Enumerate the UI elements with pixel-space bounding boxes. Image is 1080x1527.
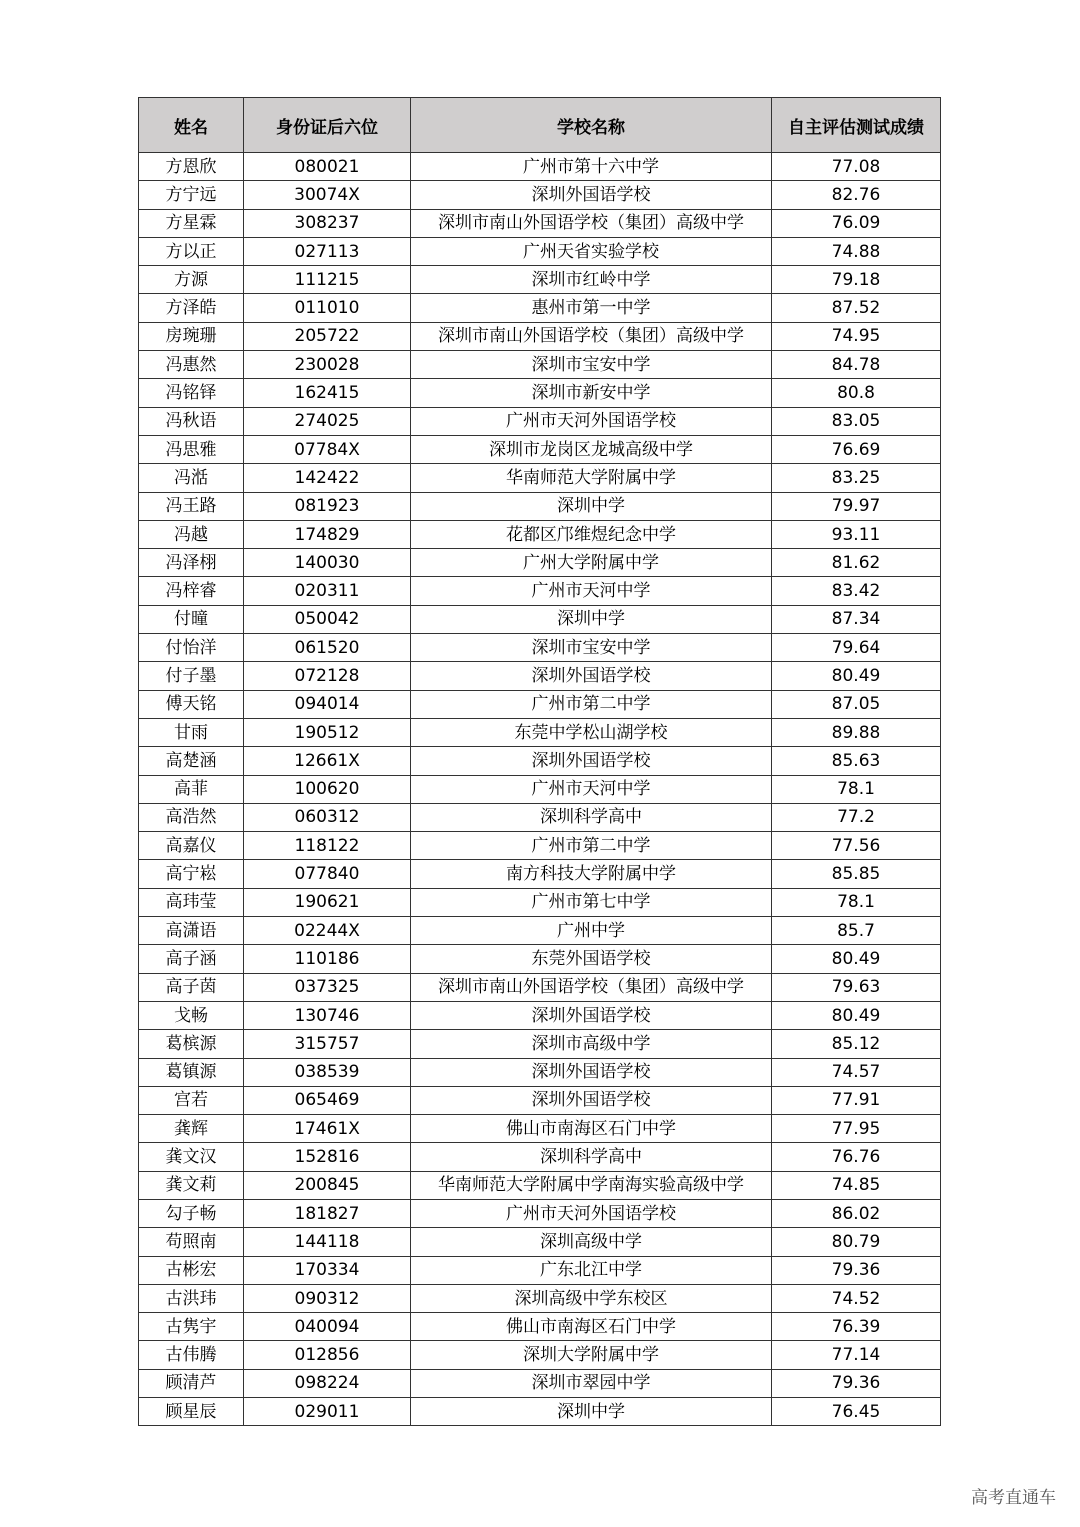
school-name: 深圳市南山外国语学校（集团）高级中学 (411, 322, 772, 350)
table-row (139, 464, 941, 492)
student-name: 戈畅 (139, 1001, 244, 1029)
table-row (139, 1171, 941, 1199)
id-last-six: 190512 (244, 718, 411, 746)
student-name: 方宁远 (139, 181, 244, 209)
table-row (139, 718, 941, 746)
table-row (139, 266, 941, 294)
school-name: 深圳外国语学校 (411, 1086, 772, 1114)
school-name: 深圳中学 (411, 1398, 772, 1426)
table-row (139, 945, 941, 973)
test-score: 79.63 (772, 973, 941, 1001)
test-score: 83.42 (772, 577, 941, 605)
id-last-six: 020311 (244, 577, 411, 605)
id-last-six: 027113 (244, 237, 411, 265)
test-score: 84.78 (772, 351, 941, 379)
school-name: 广州市天河外国语学校 (411, 407, 772, 435)
school-name: 广东北江中学 (411, 1256, 772, 1284)
test-score: 74.95 (772, 322, 941, 350)
school-name: 深圳中学 (411, 605, 772, 633)
table-row (139, 322, 941, 350)
student-name: 冯铭铎 (139, 379, 244, 407)
student-name: 高楚涵 (139, 747, 244, 775)
table-row (139, 1398, 941, 1426)
school-name: 深圳市新安中学 (411, 379, 772, 407)
table-row (139, 1199, 941, 1227)
student-name: 龚文汉 (139, 1143, 244, 1171)
student-name: 方源 (139, 266, 244, 294)
test-score: 77.08 (772, 153, 941, 181)
test-score: 78.1 (772, 888, 941, 916)
student-name: 苟照南 (139, 1228, 244, 1256)
test-score: 77.56 (772, 832, 941, 860)
student-name: 高浩然 (139, 803, 244, 831)
test-score: 80.8 (772, 379, 941, 407)
student-name: 勾子畅 (139, 1199, 244, 1227)
id-last-six: 130746 (244, 1001, 411, 1029)
test-score: 82.76 (772, 181, 941, 209)
table-row (139, 181, 941, 209)
school-name: 深圳市宝安中学 (411, 351, 772, 379)
student-name: 葛槟源 (139, 1030, 244, 1058)
school-name: 广州市第七中学 (411, 888, 772, 916)
test-score: 77.2 (772, 803, 941, 831)
table-row (139, 634, 941, 662)
school-name: 深圳外国语学校 (411, 1001, 772, 1029)
id-last-six: 029011 (244, 1398, 411, 1426)
school-name: 广州中学 (411, 917, 772, 945)
id-last-six: 100620 (244, 775, 411, 803)
test-score: 87.34 (772, 605, 941, 633)
school-name: 华南师范大学附属中学南海实验高级中学 (411, 1171, 772, 1199)
id-last-six: 308237 (244, 209, 411, 237)
id-last-six: 30074X (244, 181, 411, 209)
table-row (139, 662, 941, 690)
school-name: 深圳高级中学东校区 (411, 1284, 772, 1312)
test-score: 76.69 (772, 435, 941, 463)
table-row (139, 1001, 941, 1029)
id-last-six: 12661X (244, 747, 411, 775)
student-name: 冯湉 (139, 464, 244, 492)
table-row (139, 1313, 941, 1341)
student-name: 古伟腾 (139, 1341, 244, 1369)
id-last-six: 061520 (244, 634, 411, 662)
id-last-six: 118122 (244, 832, 411, 860)
header-id-last-six: 身份证后六位 (244, 98, 411, 153)
student-name: 甘雨 (139, 718, 244, 746)
id-last-six: 17461X (244, 1115, 411, 1143)
table-row (139, 888, 941, 916)
student-name: 古彬宏 (139, 1256, 244, 1284)
table-row (139, 492, 941, 520)
id-last-six: 080021 (244, 153, 411, 181)
student-name: 方泽皓 (139, 294, 244, 322)
table-row (139, 1256, 941, 1284)
table-row (139, 351, 941, 379)
table-row (139, 1030, 941, 1058)
school-name: 广州市天河中学 (411, 775, 772, 803)
header-row (139, 98, 941, 153)
school-name: 东莞外国语学校 (411, 945, 772, 973)
school-name: 深圳科学高中 (411, 1143, 772, 1171)
id-last-six: 142422 (244, 464, 411, 492)
student-name: 房琬珊 (139, 322, 244, 350)
test-score: 85.7 (772, 917, 941, 945)
school-name: 深圳市高级中学 (411, 1030, 772, 1058)
student-name: 顾清芦 (139, 1369, 244, 1397)
student-name: 高宁崧 (139, 860, 244, 888)
table-row (139, 1086, 941, 1114)
school-name: 广州天省实验学校 (411, 237, 772, 265)
student-name: 冯越 (139, 520, 244, 548)
school-name: 广州市天河外国语学校 (411, 1199, 772, 1227)
id-last-six: 090312 (244, 1284, 411, 1312)
school-name: 东莞中学松山湖学校 (411, 718, 772, 746)
test-score: 74.88 (772, 237, 941, 265)
school-name: 华南师范大学附属中学 (411, 464, 772, 492)
table-row (139, 747, 941, 775)
student-name: 冯秋语 (139, 407, 244, 435)
test-score: 87.05 (772, 690, 941, 718)
student-name: 龚文莉 (139, 1171, 244, 1199)
student-name: 古隽宇 (139, 1313, 244, 1341)
id-last-six: 274025 (244, 407, 411, 435)
student-name: 高嘉仪 (139, 832, 244, 860)
id-last-six: 200845 (244, 1171, 411, 1199)
test-score: 79.36 (772, 1369, 941, 1397)
student-name: 葛镇源 (139, 1058, 244, 1086)
table-row (139, 973, 941, 1001)
id-last-six: 110186 (244, 945, 411, 973)
table-row (139, 379, 941, 407)
id-last-six: 152816 (244, 1143, 411, 1171)
student-name: 宫若 (139, 1086, 244, 1114)
student-name: 冯王路 (139, 492, 244, 520)
test-score: 74.52 (772, 1284, 941, 1312)
test-score: 86.02 (772, 1199, 941, 1227)
table-row (139, 605, 941, 633)
id-last-six: 02244X (244, 917, 411, 945)
table-row (139, 917, 941, 945)
student-name: 龚辉 (139, 1115, 244, 1143)
table-row (139, 832, 941, 860)
table-body (139, 153, 941, 1426)
school-name: 广州大学附属中学 (411, 549, 772, 577)
test-score: 76.45 (772, 1398, 941, 1426)
table-row (139, 690, 941, 718)
student-name: 高菲 (139, 775, 244, 803)
student-name: 付子墨 (139, 662, 244, 690)
test-score: 77.14 (772, 1341, 941, 1369)
school-name: 深圳外国语学校 (411, 1058, 772, 1086)
student-name: 方以正 (139, 237, 244, 265)
watermark: 高考直通车 (971, 1488, 1056, 1508)
school-name: 深圳外国语学校 (411, 747, 772, 775)
id-last-six: 038539 (244, 1058, 411, 1086)
school-name: 深圳外国语学校 (411, 662, 772, 690)
table-row (139, 520, 941, 548)
id-last-six: 011010 (244, 294, 411, 322)
school-name: 深圳市南山外国语学校（集团）高级中学 (411, 209, 772, 237)
student-name: 方星霖 (139, 209, 244, 237)
test-score: 74.57 (772, 1058, 941, 1086)
student-name: 古洪玮 (139, 1284, 244, 1312)
id-last-six: 012856 (244, 1341, 411, 1369)
id-last-six: 081923 (244, 492, 411, 520)
table-row (139, 860, 941, 888)
test-score: 87.52 (772, 294, 941, 322)
student-name: 付怡洋 (139, 634, 244, 662)
test-score: 85.63 (772, 747, 941, 775)
id-last-six: 098224 (244, 1369, 411, 1397)
id-last-six: 072128 (244, 662, 411, 690)
header-school-name: 学校名称 (411, 98, 772, 153)
id-last-six: 111215 (244, 266, 411, 294)
test-score: 76.76 (772, 1143, 941, 1171)
test-score: 74.85 (772, 1171, 941, 1199)
table-row (139, 803, 941, 831)
id-last-six: 162415 (244, 379, 411, 407)
table-row (139, 1369, 941, 1397)
test-score: 80.49 (772, 1001, 941, 1029)
id-last-six: 140030 (244, 549, 411, 577)
test-score: 80.49 (772, 945, 941, 973)
school-name: 佛山市南海区石门中学 (411, 1313, 772, 1341)
id-last-six: 181827 (244, 1199, 411, 1227)
school-name: 深圳高级中学 (411, 1228, 772, 1256)
test-score: 80.49 (772, 662, 941, 690)
test-score: 78.1 (772, 775, 941, 803)
test-score: 81.62 (772, 549, 941, 577)
student-name: 高玮莹 (139, 888, 244, 916)
school-name: 深圳科学高中 (411, 803, 772, 831)
id-last-six: 315757 (244, 1030, 411, 1058)
school-name: 花都区邝维煜纪念中学 (411, 520, 772, 548)
table-row (139, 1058, 941, 1086)
id-last-six: 144118 (244, 1228, 411, 1256)
id-last-six: 174829 (244, 520, 411, 548)
student-name: 高子涵 (139, 945, 244, 973)
school-name: 深圳市龙岗区龙城高级中学 (411, 435, 772, 463)
student-name: 方恩欣 (139, 153, 244, 181)
id-last-six: 050042 (244, 605, 411, 633)
table-row (139, 435, 941, 463)
student-name: 冯泽栩 (139, 549, 244, 577)
school-name: 深圳外国语学校 (411, 181, 772, 209)
table-row (139, 1115, 941, 1143)
test-score: 76.09 (772, 209, 941, 237)
id-last-six: 037325 (244, 973, 411, 1001)
test-score: 83.25 (772, 464, 941, 492)
school-name: 深圳市宝安中学 (411, 634, 772, 662)
school-name: 深圳市翠园中学 (411, 1369, 772, 1397)
header-test-score: 自主评估测试成绩 (772, 98, 941, 153)
id-last-six: 077840 (244, 860, 411, 888)
test-score: 93.11 (772, 520, 941, 548)
id-last-six: 07784X (244, 435, 411, 463)
table-row (139, 1341, 941, 1369)
table-row (139, 407, 941, 435)
student-name: 傅天铭 (139, 690, 244, 718)
id-last-six: 065469 (244, 1086, 411, 1114)
test-score: 85.12 (772, 1030, 941, 1058)
test-score: 79.97 (772, 492, 941, 520)
table-row (139, 549, 941, 577)
student-name: 高子茵 (139, 973, 244, 1001)
header-name: 姓名 (139, 98, 244, 153)
school-name: 广州市天河中学 (411, 577, 772, 605)
id-last-six: 094014 (244, 690, 411, 718)
school-name: 广州市第二中学 (411, 690, 772, 718)
school-name: 深圳大学附属中学 (411, 1341, 772, 1369)
score-table (138, 97, 941, 1426)
test-score: 77.95 (772, 1115, 941, 1143)
school-name: 佛山市南海区石门中学 (411, 1115, 772, 1143)
id-last-six: 190621 (244, 888, 411, 916)
id-last-six: 060312 (244, 803, 411, 831)
test-score: 79.36 (772, 1256, 941, 1284)
school-name: 广州市第二中学 (411, 832, 772, 860)
school-name: 深圳市南山外国语学校（集团）高级中学 (411, 973, 772, 1001)
school-name: 深圳市红岭中学 (411, 266, 772, 294)
test-score: 85.85 (772, 860, 941, 888)
test-score: 79.64 (772, 634, 941, 662)
school-name: 惠州市第一中学 (411, 294, 772, 322)
student-name: 高潇语 (139, 917, 244, 945)
table-row (139, 209, 941, 237)
test-score: 80.79 (772, 1228, 941, 1256)
student-name: 付曈 (139, 605, 244, 633)
test-score: 76.39 (772, 1313, 941, 1341)
table-row (139, 577, 941, 605)
table-row (139, 1228, 941, 1256)
table-row (139, 1143, 941, 1171)
id-last-six: 040094 (244, 1313, 411, 1341)
test-score: 79.18 (772, 266, 941, 294)
school-name: 深圳中学 (411, 492, 772, 520)
test-score: 83.05 (772, 407, 941, 435)
test-score: 89.88 (772, 718, 941, 746)
id-last-six: 205722 (244, 322, 411, 350)
test-score: 77.91 (772, 1086, 941, 1114)
school-name: 南方科技大学附属中学 (411, 860, 772, 888)
student-name: 冯思雅 (139, 435, 244, 463)
student-name: 冯惠然 (139, 351, 244, 379)
table-row (139, 153, 941, 181)
id-last-six: 170334 (244, 1256, 411, 1284)
table-row (139, 237, 941, 265)
table-row (139, 1284, 941, 1312)
student-name: 冯梓睿 (139, 577, 244, 605)
student-name: 顾星辰 (139, 1398, 244, 1426)
table-row (139, 294, 941, 322)
school-name: 广州市第十六中学 (411, 153, 772, 181)
id-last-six: 230028 (244, 351, 411, 379)
table-row (139, 775, 941, 803)
